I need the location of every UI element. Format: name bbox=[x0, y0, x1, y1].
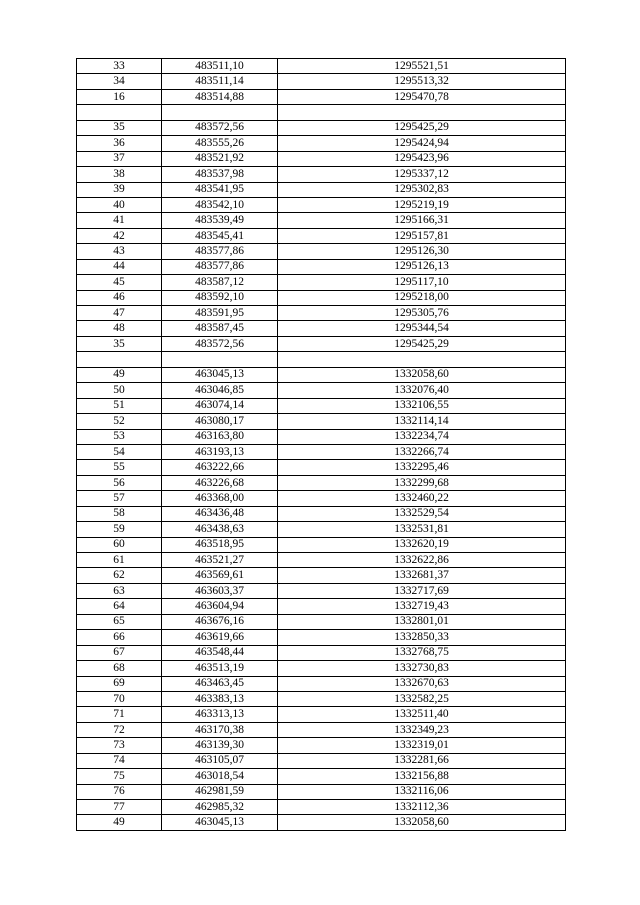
point-number-cell: 43 bbox=[77, 244, 162, 259]
y-coordinate-cell: 1295425,29 bbox=[278, 120, 566, 135]
y-coordinate-cell: 1332058,60 bbox=[278, 815, 566, 830]
table-row bbox=[77, 738, 566, 753]
x-coordinate-cell: 463521,27 bbox=[162, 553, 278, 568]
x-coordinate-cell: 463513,19 bbox=[162, 661, 278, 676]
point-number-cell: 46 bbox=[77, 290, 162, 305]
point-number-cell: 61 bbox=[77, 553, 162, 568]
y-coordinate-cell: 1332582,25 bbox=[278, 691, 566, 706]
x-coordinate-cell: 483545,41 bbox=[162, 228, 278, 243]
y-coordinate-cell: 1332620,19 bbox=[278, 537, 566, 552]
y-coordinate-cell: 1332529,54 bbox=[278, 506, 566, 521]
y-coordinate-cell: 1295337,12 bbox=[278, 167, 566, 182]
table-row bbox=[77, 105, 566, 120]
table-row bbox=[77, 228, 566, 243]
x-coordinate-cell: 483511,14 bbox=[162, 74, 278, 89]
point-number-cell: 70 bbox=[77, 691, 162, 706]
point-number-cell: 77 bbox=[77, 800, 162, 815]
x-coordinate-cell: 483591,95 bbox=[162, 306, 278, 321]
point-number-cell: 59 bbox=[77, 522, 162, 537]
point-number-cell bbox=[77, 352, 162, 367]
y-coordinate-cell: 1332622,86 bbox=[278, 553, 566, 568]
x-coordinate-cell: 463045,13 bbox=[162, 367, 278, 382]
x-coordinate-cell: 483592,10 bbox=[162, 290, 278, 305]
table-row bbox=[77, 599, 566, 614]
point-number-cell: 69 bbox=[77, 676, 162, 691]
x-coordinate-cell: 483514,88 bbox=[162, 89, 278, 104]
y-coordinate-cell: 1295424,94 bbox=[278, 136, 566, 151]
y-coordinate-cell: 1332768,75 bbox=[278, 645, 566, 660]
point-number-cell: 34 bbox=[77, 74, 162, 89]
point-number-cell: 16 bbox=[77, 89, 162, 104]
x-coordinate-cell: 463313,13 bbox=[162, 707, 278, 722]
table-row bbox=[77, 769, 566, 784]
point-number-cell: 67 bbox=[77, 645, 162, 660]
x-coordinate-cell: 483542,10 bbox=[162, 197, 278, 212]
x-coordinate-cell: 463163,80 bbox=[162, 429, 278, 444]
y-coordinate-cell: 1295218,00 bbox=[278, 290, 566, 305]
x-coordinate-cell: 483521,92 bbox=[162, 151, 278, 166]
table-row bbox=[77, 722, 566, 737]
y-coordinate-cell: 1332076,40 bbox=[278, 383, 566, 398]
table-row bbox=[77, 352, 566, 367]
table-row bbox=[77, 583, 566, 598]
x-coordinate-cell: 483539,49 bbox=[162, 213, 278, 228]
table-row bbox=[77, 275, 566, 290]
point-number-cell: 44 bbox=[77, 259, 162, 274]
table-row bbox=[77, 429, 566, 444]
x-coordinate-cell: 463548,44 bbox=[162, 645, 278, 660]
table-row bbox=[77, 491, 566, 506]
point-number-cell: 48 bbox=[77, 321, 162, 336]
point-number-cell: 35 bbox=[77, 336, 162, 351]
table-row bbox=[77, 213, 566, 228]
point-number-cell: 68 bbox=[77, 661, 162, 676]
x-coordinate-cell: 483555,26 bbox=[162, 136, 278, 151]
table-row bbox=[77, 475, 566, 490]
x-coordinate-cell: 463383,13 bbox=[162, 691, 278, 706]
y-coordinate-cell: 1332234,74 bbox=[278, 429, 566, 444]
point-number-cell: 52 bbox=[77, 414, 162, 429]
x-coordinate-cell: 463463,45 bbox=[162, 676, 278, 691]
table-row bbox=[77, 290, 566, 305]
y-coordinate-cell: 1332801,01 bbox=[278, 614, 566, 629]
table-row bbox=[77, 336, 566, 351]
point-number-cell: 55 bbox=[77, 460, 162, 475]
y-coordinate-cell: 1332349,23 bbox=[278, 722, 566, 737]
table-row bbox=[77, 553, 566, 568]
x-coordinate-cell: 483541,95 bbox=[162, 182, 278, 197]
x-coordinate-cell: 463105,07 bbox=[162, 753, 278, 768]
y-coordinate-cell: 1295302,83 bbox=[278, 182, 566, 197]
y-coordinate-cell: 1332058,60 bbox=[278, 367, 566, 382]
y-coordinate-cell: 1332116,06 bbox=[278, 784, 566, 799]
table-row bbox=[77, 321, 566, 336]
x-coordinate-cell: 483587,45 bbox=[162, 321, 278, 336]
x-coordinate-cell: 462985,32 bbox=[162, 800, 278, 815]
y-coordinate-cell: 1295344,54 bbox=[278, 321, 566, 336]
point-number-cell: 47 bbox=[77, 306, 162, 321]
y-coordinate-cell: 1332281,66 bbox=[278, 753, 566, 768]
point-number-cell: 49 bbox=[77, 815, 162, 830]
y-coordinate-cell: 1295157,81 bbox=[278, 228, 566, 243]
point-number-cell: 66 bbox=[77, 630, 162, 645]
x-coordinate-cell: 463436,48 bbox=[162, 506, 278, 521]
point-number-cell: 38 bbox=[77, 167, 162, 182]
point-number-cell: 64 bbox=[77, 599, 162, 614]
point-number-cell: 33 bbox=[77, 59, 162, 74]
x-coordinate-cell: 463676,16 bbox=[162, 614, 278, 629]
table-row bbox=[77, 306, 566, 321]
point-number-cell: 53 bbox=[77, 429, 162, 444]
point-number-cell: 60 bbox=[77, 537, 162, 552]
y-coordinate-cell: 1295117,10 bbox=[278, 275, 566, 290]
x-coordinate-cell: 463018,54 bbox=[162, 769, 278, 784]
table-row bbox=[77, 815, 566, 830]
x-coordinate-cell: 483572,56 bbox=[162, 336, 278, 351]
table-row bbox=[77, 74, 566, 89]
table-row bbox=[77, 151, 566, 166]
x-coordinate-cell: 463170,38 bbox=[162, 722, 278, 737]
table-row bbox=[77, 367, 566, 382]
point-number-cell: 39 bbox=[77, 182, 162, 197]
y-coordinate-cell: 1332681,37 bbox=[278, 568, 566, 583]
y-coordinate-cell: 1332295,46 bbox=[278, 460, 566, 475]
y-coordinate-cell: 1332850,33 bbox=[278, 630, 566, 645]
point-number-cell: 75 bbox=[77, 769, 162, 784]
table-row bbox=[77, 707, 566, 722]
point-number-cell: 62 bbox=[77, 568, 162, 583]
table-row bbox=[77, 383, 566, 398]
y-coordinate-cell: 1332460,22 bbox=[278, 491, 566, 506]
table-row bbox=[77, 398, 566, 413]
x-coordinate-cell: 483511,10 bbox=[162, 59, 278, 74]
table-row bbox=[77, 568, 566, 583]
y-coordinate-cell: 1295219,19 bbox=[278, 197, 566, 212]
table-row bbox=[77, 444, 566, 459]
x-coordinate-cell: 463193,13 bbox=[162, 444, 278, 459]
table-row bbox=[77, 120, 566, 135]
y-coordinate-cell: 1295126,30 bbox=[278, 244, 566, 259]
point-number-cell: 42 bbox=[77, 228, 162, 243]
x-coordinate-cell: 463045,13 bbox=[162, 815, 278, 830]
point-number-cell: 36 bbox=[77, 136, 162, 151]
table-row bbox=[77, 460, 566, 475]
coordinates-table bbox=[76, 58, 566, 831]
table-row bbox=[77, 753, 566, 768]
y-coordinate-cell: 1295470,78 bbox=[278, 89, 566, 104]
y-coordinate-cell: 1332319,01 bbox=[278, 738, 566, 753]
point-number-cell: 74 bbox=[77, 753, 162, 768]
table-row bbox=[77, 414, 566, 429]
table-row bbox=[77, 197, 566, 212]
point-number-cell: 58 bbox=[77, 506, 162, 521]
table-row bbox=[77, 182, 566, 197]
table-row bbox=[77, 614, 566, 629]
table-row bbox=[77, 676, 566, 691]
point-number-cell: 40 bbox=[77, 197, 162, 212]
x-coordinate-cell bbox=[162, 105, 278, 120]
table-row bbox=[77, 59, 566, 74]
table-row bbox=[77, 630, 566, 645]
point-number-cell: 71 bbox=[77, 707, 162, 722]
y-coordinate-cell: 1332719,43 bbox=[278, 599, 566, 614]
table-row bbox=[77, 244, 566, 259]
x-coordinate-cell: 483537,98 bbox=[162, 167, 278, 182]
table-row bbox=[77, 89, 566, 104]
x-coordinate-cell: 463046,85 bbox=[162, 383, 278, 398]
table-row bbox=[77, 259, 566, 274]
table-row bbox=[77, 506, 566, 521]
x-coordinate-cell: 483587,12 bbox=[162, 275, 278, 290]
y-coordinate-cell: 1295425,29 bbox=[278, 336, 566, 351]
point-number-cell: 51 bbox=[77, 398, 162, 413]
x-coordinate-cell: 483577,86 bbox=[162, 244, 278, 259]
x-coordinate-cell: 463226,68 bbox=[162, 475, 278, 490]
x-coordinate-cell: 462981,59 bbox=[162, 784, 278, 799]
x-coordinate-cell: 463619,66 bbox=[162, 630, 278, 645]
point-number-cell: 49 bbox=[77, 367, 162, 382]
point-number-cell: 56 bbox=[77, 475, 162, 490]
y-coordinate-cell: 1295513,32 bbox=[278, 74, 566, 89]
x-coordinate-cell: 463569,61 bbox=[162, 568, 278, 583]
point-number-cell: 76 bbox=[77, 784, 162, 799]
table-row bbox=[77, 645, 566, 660]
y-coordinate-cell: 1332730,83 bbox=[278, 661, 566, 676]
point-number-cell: 57 bbox=[77, 491, 162, 506]
table-row bbox=[77, 537, 566, 552]
y-coordinate-cell: 1332106,55 bbox=[278, 398, 566, 413]
table-row bbox=[77, 691, 566, 706]
y-coordinate-cell: 1332670,63 bbox=[278, 676, 566, 691]
point-number-cell: 54 bbox=[77, 444, 162, 459]
y-coordinate-cell: 1332156,88 bbox=[278, 769, 566, 784]
point-number-cell: 63 bbox=[77, 583, 162, 598]
table-row bbox=[77, 800, 566, 815]
point-number-cell: 65 bbox=[77, 614, 162, 629]
y-coordinate-cell: 1332717,69 bbox=[278, 583, 566, 598]
x-coordinate-cell: 463438,63 bbox=[162, 522, 278, 537]
y-coordinate-cell bbox=[278, 352, 566, 367]
point-number-cell: 50 bbox=[77, 383, 162, 398]
x-coordinate-cell: 463604,94 bbox=[162, 599, 278, 614]
point-number-cell: 72 bbox=[77, 722, 162, 737]
point-number-cell: 37 bbox=[77, 151, 162, 166]
x-coordinate-cell: 463074,14 bbox=[162, 398, 278, 413]
x-coordinate-cell: 463603,37 bbox=[162, 583, 278, 598]
x-coordinate-cell: 483572,56 bbox=[162, 120, 278, 135]
y-coordinate-cell: 1332112,36 bbox=[278, 800, 566, 815]
y-coordinate-cell bbox=[278, 105, 566, 120]
x-coordinate-cell: 463222,66 bbox=[162, 460, 278, 475]
table-row bbox=[77, 784, 566, 799]
x-coordinate-cell: 483577,86 bbox=[162, 259, 278, 274]
y-coordinate-cell: 1332299,68 bbox=[278, 475, 566, 490]
x-coordinate-cell: 463139,30 bbox=[162, 738, 278, 753]
table-row bbox=[77, 136, 566, 151]
point-number-cell: 35 bbox=[77, 120, 162, 135]
y-coordinate-cell: 1295521,51 bbox=[278, 59, 566, 74]
table-row bbox=[77, 522, 566, 537]
y-coordinate-cell: 1295166,31 bbox=[278, 213, 566, 228]
x-coordinate-cell: 463518,95 bbox=[162, 537, 278, 552]
table-row bbox=[77, 661, 566, 676]
point-number-cell: 41 bbox=[77, 213, 162, 228]
y-coordinate-cell: 1295126,13 bbox=[278, 259, 566, 274]
coordinates-table-body bbox=[77, 59, 566, 831]
y-coordinate-cell: 1295423,96 bbox=[278, 151, 566, 166]
x-coordinate-cell: 463368,00 bbox=[162, 491, 278, 506]
y-coordinate-cell: 1295305,76 bbox=[278, 306, 566, 321]
x-coordinate-cell: 463080,17 bbox=[162, 414, 278, 429]
point-number-cell: 73 bbox=[77, 738, 162, 753]
point-number-cell bbox=[77, 105, 162, 120]
table-row bbox=[77, 167, 566, 182]
y-coordinate-cell: 1332114,14 bbox=[278, 414, 566, 429]
point-number-cell: 45 bbox=[77, 275, 162, 290]
y-coordinate-cell: 1332531,81 bbox=[278, 522, 566, 537]
y-coordinate-cell: 1332266,74 bbox=[278, 444, 566, 459]
x-coordinate-cell bbox=[162, 352, 278, 367]
y-coordinate-cell: 1332511,40 bbox=[278, 707, 566, 722]
